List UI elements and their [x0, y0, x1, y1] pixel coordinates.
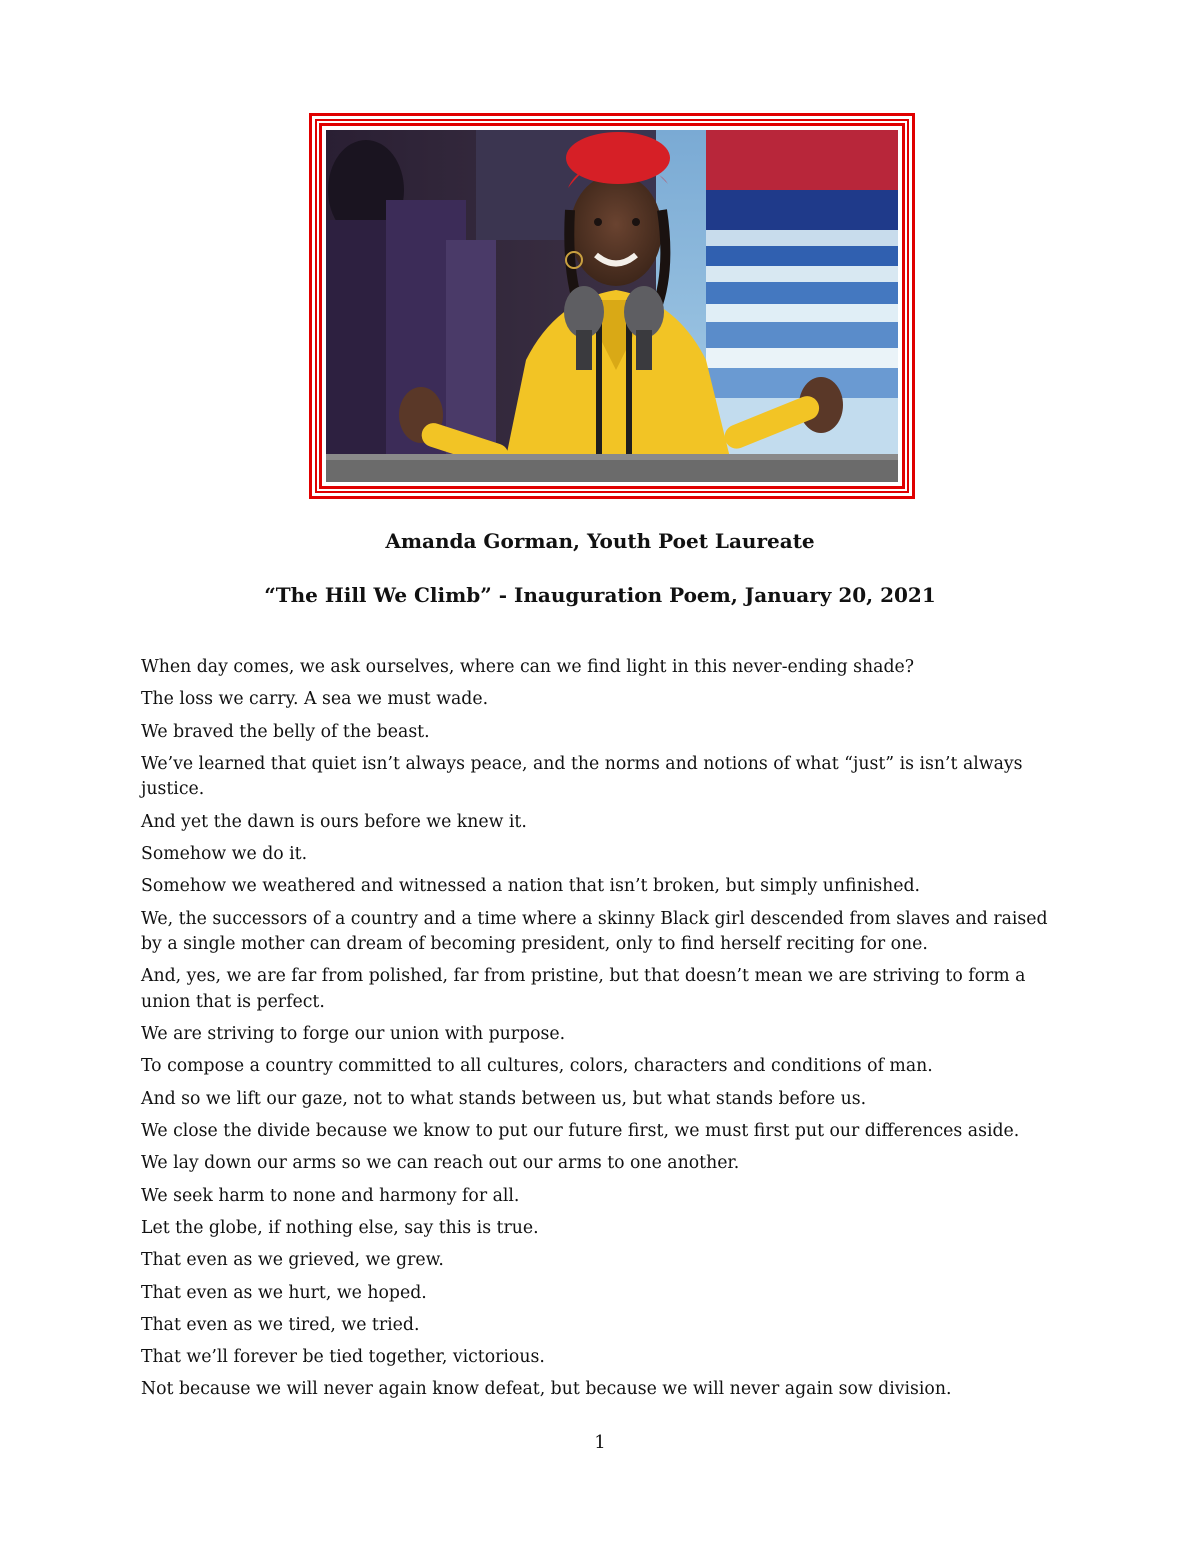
poem-line: And, yes, we are far from polished, far from pristine, but that doesn’t mean we are striving to form a union that is perfect.	[141, 966, 1026, 1012]
poem-line: That even as we hurt, we hoped.	[141, 1282, 427, 1303]
poem-title-heading: “The Hill We Climb” - Inauguration Poem, January 20, 2021	[264, 583, 936, 607]
poem-line: We seek harm to none and harmony for all.	[141, 1185, 520, 1206]
poem-line: The loss we carry. A sea we must wade.	[141, 689, 489, 710]
poem-line: Somehow we do it.	[141, 843, 308, 864]
poem-line: We, the successors of a country and a time where a skinny Black girl descended from slaves and raised by a single mother can dream of becoming president, only to find herself reciting for one.	[141, 908, 1048, 955]
poem-line: We lay down our arms so we can reach out our arms to one another.	[141, 1153, 740, 1174]
poem-line: We braved the belly of the beast.	[141, 721, 430, 742]
face	[570, 174, 662, 286]
poem-line: That even as we tired, we tried.	[141, 1314, 420, 1335]
poem-line: We are striving to forge our union with purpose.	[141, 1024, 566, 1045]
inauguration-photo	[326, 130, 898, 482]
poem-line: And yet the dawn is ours before we knew it.	[141, 811, 527, 832]
poem-text	[141, 655, 1066, 1410]
poem-line: When day comes, we ask ourselves, where can we find light in this never-ending shade?	[141, 657, 915, 677]
poem-line: That even as we grieved, we grew.	[141, 1250, 444, 1271]
poem-line: We’ve learned that quiet isn’t always peace, and the norms and notions of what “just” is isn’t always justice.	[141, 753, 1023, 800]
poem-line: We close the divide because we know to put our future first, we must first put our differences aside.	[141, 1121, 1020, 1142]
poem-line: And so we lift our gaze, not to what stands between us, but what stands before us.	[141, 1088, 867, 1109]
poem-line: That we’ll forever be tied together, victorious.	[141, 1347, 545, 1368]
lectern	[326, 458, 898, 482]
poem-line: Somehow we weathered and witnessed a nation that isn’t broken, but simply unfinished.	[141, 876, 921, 897]
poem-line: Not because we will never again know defeat, but because we will never again sow division.	[141, 1379, 952, 1400]
author-heading: Amanda Gorman, Youth Poet Laureate	[385, 529, 815, 553]
poem-line: Let the globe, if nothing else, say this is true.	[141, 1217, 539, 1238]
photo-frame	[309, 113, 915, 499]
page-number: 1	[594, 1432, 606, 1453]
poem-line: To compose a country committed to all cultures, colors, characters and conditions of man.	[141, 1056, 933, 1077]
